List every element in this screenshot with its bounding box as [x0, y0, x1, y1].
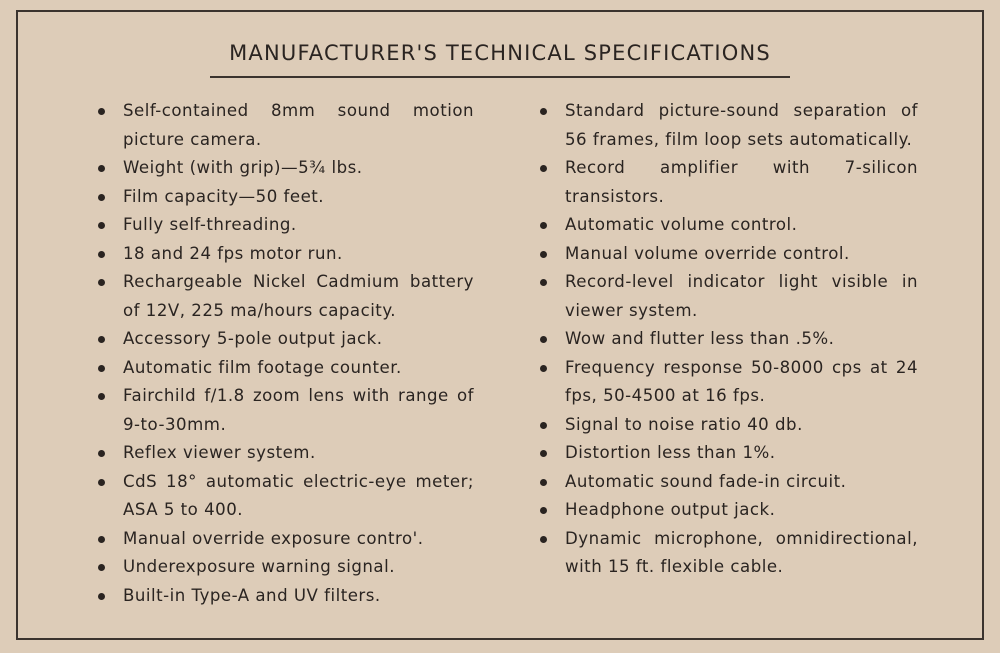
list-item [96, 582, 474, 611]
list-item [96, 354, 474, 383]
spec-text: Rechargeable Nickel Cadmium battery of 12V, 225 ma/hours capacity. [123, 272, 474, 320]
bullet-icon [540, 507, 547, 514]
list-item [96, 183, 474, 212]
bullet-icon [98, 222, 105, 229]
bullet-icon [98, 279, 105, 286]
spec-text: Automatic sound fade-in circuit. [565, 471, 847, 491]
bullet-icon [98, 365, 105, 372]
list-item [96, 211, 474, 240]
list-item [538, 97, 918, 154]
bullet-icon [98, 536, 105, 543]
bullet-icon [98, 564, 105, 571]
list-item [538, 240, 918, 269]
bullet-icon [540, 336, 547, 343]
spec-list-right [538, 97, 918, 582]
spec-text: Automatic volume control. [565, 215, 798, 234]
spec-text: Record-level indicator light visible in viewer system. [565, 272, 918, 320]
list-item [538, 411, 918, 440]
list-item [538, 439, 918, 468]
title-underline [210, 76, 790, 78]
spec-text: Headphone output jack. [565, 500, 776, 519]
page-title: MANUFACTURER'S TECHNICAL SPECIFICATIONS [229, 41, 771, 65]
list-item [96, 268, 474, 325]
bullet-icon [540, 165, 547, 172]
spec-text: Fully self-threading. [123, 215, 297, 234]
spec-text: Self-contained 8mm sound motion picture camera. [123, 101, 474, 149]
bullet-icon [540, 279, 547, 286]
spec-text: Frequency response 50-8000 cps at 24 fps, 50-4500 at 16 fps. [565, 357, 918, 405]
bullet-icon [540, 108, 547, 115]
bullet-icon [98, 165, 105, 172]
spec-text: Record amplifier with 7-silicon transistors. [565, 158, 918, 206]
bullet-icon [540, 479, 547, 486]
bullet-icon [98, 108, 105, 115]
spec-text: Wow and flutter less than .5%. [565, 329, 835, 348]
list-item [538, 468, 918, 497]
spec-text: Underexposure warning signal. [123, 557, 395, 576]
list-item [538, 325, 918, 354]
list-item [538, 525, 918, 582]
list-item [96, 97, 474, 154]
spec-text: Built-in Type-A and UV filters. [123, 585, 381, 605]
spec-text: CdS 18° automatic electric-eye meter; ASA 5 to 400. [123, 471, 474, 519]
spec-text: Standard picture-sound separation of 56 frames, film loop sets automatically. [565, 101, 918, 149]
bullet-icon [98, 479, 105, 486]
list-item [96, 439, 474, 468]
spec-text: Manual volume override control. [565, 243, 850, 263]
list-item [538, 268, 918, 325]
list-item [96, 154, 474, 183]
list-item [96, 553, 474, 582]
list-item [96, 468, 474, 525]
bullet-icon [98, 450, 105, 457]
spec-text: Automatic film footage counter. [123, 357, 402, 377]
bullet-icon [540, 222, 547, 229]
list-item [538, 211, 918, 240]
spec-text: Reflex viewer system. [123, 443, 316, 462]
bullet-icon [540, 536, 547, 543]
spec-text: 18 and 24 fps motor run. [123, 243, 343, 263]
spec-text: Film capacity—50 feet. [123, 186, 325, 206]
list-item [96, 525, 474, 554]
bullet-icon [540, 450, 547, 457]
spec-text: Accessory 5-pole output jack. [123, 329, 383, 348]
spec-text: Fairchild f/1.8 zoom lens with range of 9-to-30mm. [123, 386, 474, 434]
bullet-icon [540, 422, 547, 429]
list-item [538, 154, 918, 211]
list-item [538, 354, 918, 411]
spec-text: Distortion less than 1%. [565, 443, 776, 462]
bullet-icon [98, 336, 105, 343]
spec-text: Dynamic microphone, omnidirectional, with 15 ft. flexible cable. [565, 528, 918, 576]
list-item [96, 325, 474, 354]
bullet-icon [540, 365, 547, 372]
bullet-icon [540, 251, 547, 258]
spec-text: Weight (with grip)—5¾ lbs. [123, 158, 363, 177]
list-item [538, 496, 918, 525]
bullet-icon [98, 194, 105, 201]
list-item [96, 382, 474, 439]
bullet-icon [98, 593, 105, 600]
bullet-icon [98, 251, 105, 258]
list-item [96, 240, 474, 269]
spec-text: Manual override exposure contro'. [123, 528, 424, 548]
spec-text: Signal to noise ratio 40 db. [565, 414, 803, 434]
spec-list-left [96, 97, 474, 610]
bullet-icon [98, 393, 105, 400]
